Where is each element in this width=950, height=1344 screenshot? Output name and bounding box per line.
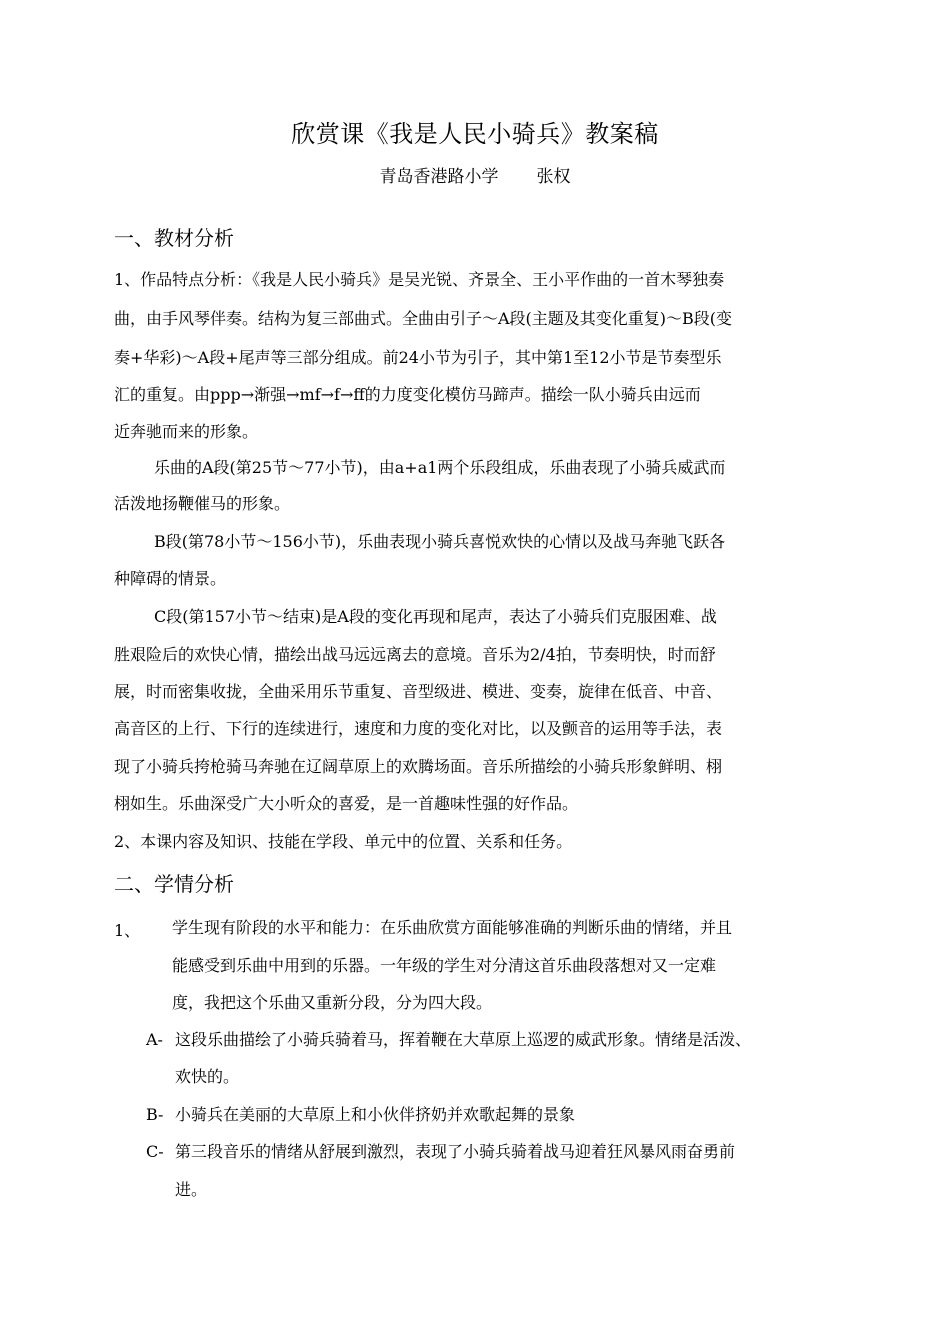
section-heading-materials: 一、教材分析 — [114, 226, 234, 250]
paragraph-line: 2、本课内容及知识、技能在学段、单元中的位置、关系和任务。 — [114, 832, 573, 851]
paragraph-line: 现了小骑兵挎枪骑马奔驰在辽阔草原上的欢腾场面。音乐所描绘的小骑兵形象鲜明、栩 — [114, 757, 723, 776]
paragraph-line: 展，时而密集收拢，全曲采用乐节重复、音型级进、模进、变奏，旋律在低音、中音、 — [114, 682, 723, 701]
paragraph-line: 乐曲的A段(第25节～77小节)，由a+a1两个乐段组成，乐曲表现了小骑兵威武而 — [154, 458, 726, 477]
paragraph-line: 奏+华彩)～A段+尾声等三部分组成。前24小节为引子，其中第1至12小节是节奏型乐 — [114, 348, 722, 367]
paragraph-line: C段(第157小节～结束)是A段的变化再现和尾声，表达了小骑兵们克服困难、战 — [154, 607, 717, 626]
document-title: 欣赏课《我是人民小骑兵》教案稿 — [291, 120, 659, 148]
paragraph-line: 高音区的上行、下行的连续进行，速度和力度的变化对比，以及颤音的运用等手法，表 — [114, 719, 723, 738]
paragraph-line: 1、作品特点分析：《我是人民小骑兵》是吴光锐、齐景全、王小平作曲的一首木琴独奏 — [114, 270, 725, 289]
paragraph-line: 活泼地扬鞭催马的形象。 — [114, 494, 291, 513]
list-item-line: 度，我把这个乐曲又重新分段，分为四大段。 — [172, 993, 493, 1012]
paragraph-line: B段(第78小节～156小节)，乐曲表现小骑兵喜悦欢快的心情以及战马奔驰飞跃各 — [154, 532, 726, 551]
paragraph-line: 胜艰险后的欢快心情，描绘出战马远远离去的意境。音乐为2/4拍，节奏明快，时而舒 — [114, 645, 716, 664]
sub-item-line: 欢快的。 — [175, 1067, 240, 1086]
section-heading-students: 二、学情分析 — [114, 872, 234, 896]
paragraph-line: 汇的重复。由ppp→渐强→mf→f→ff的力度变化模仿马蹄声。描绘一队小骑兵由远而 — [114, 385, 701, 404]
paragraph-line: 栩如生。乐曲深受广大小听众的喜爱，是一首趣味性强的好作品。 — [114, 794, 579, 813]
list-number: 1、 — [114, 921, 141, 940]
sub-item-line: 小骑兵在美丽的大草原上和小伙伴挤奶并欢歌起舞的景象 — [175, 1105, 576, 1124]
sub-item-label: C- — [146, 1142, 164, 1161]
paragraph-line: 曲，由手风琴伴奏。结构为复三部曲式。全曲由引子～A段(主题及其变化重复)～B段(变 — [114, 309, 733, 328]
sub-item-line: 进。 — [175, 1180, 208, 1199]
paragraph-line: 种障碍的情景。 — [114, 569, 227, 588]
school-name: 青岛香港路小学 — [379, 167, 499, 187]
author-line — [0, 162, 950, 187]
sub-item-label: A- — [146, 1030, 163, 1049]
sub-item-line: 第三段音乐的情绪从舒展到激烈，表现了小骑兵骑着战马迎着狂风暴风雨奋勇前 — [175, 1142, 736, 1161]
list-item-line: 能感受到乐曲中用到的乐器。一年级的学生对分清这首乐曲段落想对又一定难 — [172, 956, 717, 975]
list-item-line: 学生现有阶段的水平和能力：在乐曲欣赏方面能够准确的判断乐曲的情绪，并且 — [172, 918, 733, 937]
sub-item-line: 这段乐曲描绘了小骑兵骑着马，挥着鞭在大草原上巡逻的威武形象。情绪是活泼、 — [175, 1030, 752, 1049]
paragraph-line: 近奔驰而来的形象。 — [114, 422, 259, 441]
sub-item-label: B- — [146, 1105, 164, 1124]
author-name: 张权 — [536, 167, 571, 187]
